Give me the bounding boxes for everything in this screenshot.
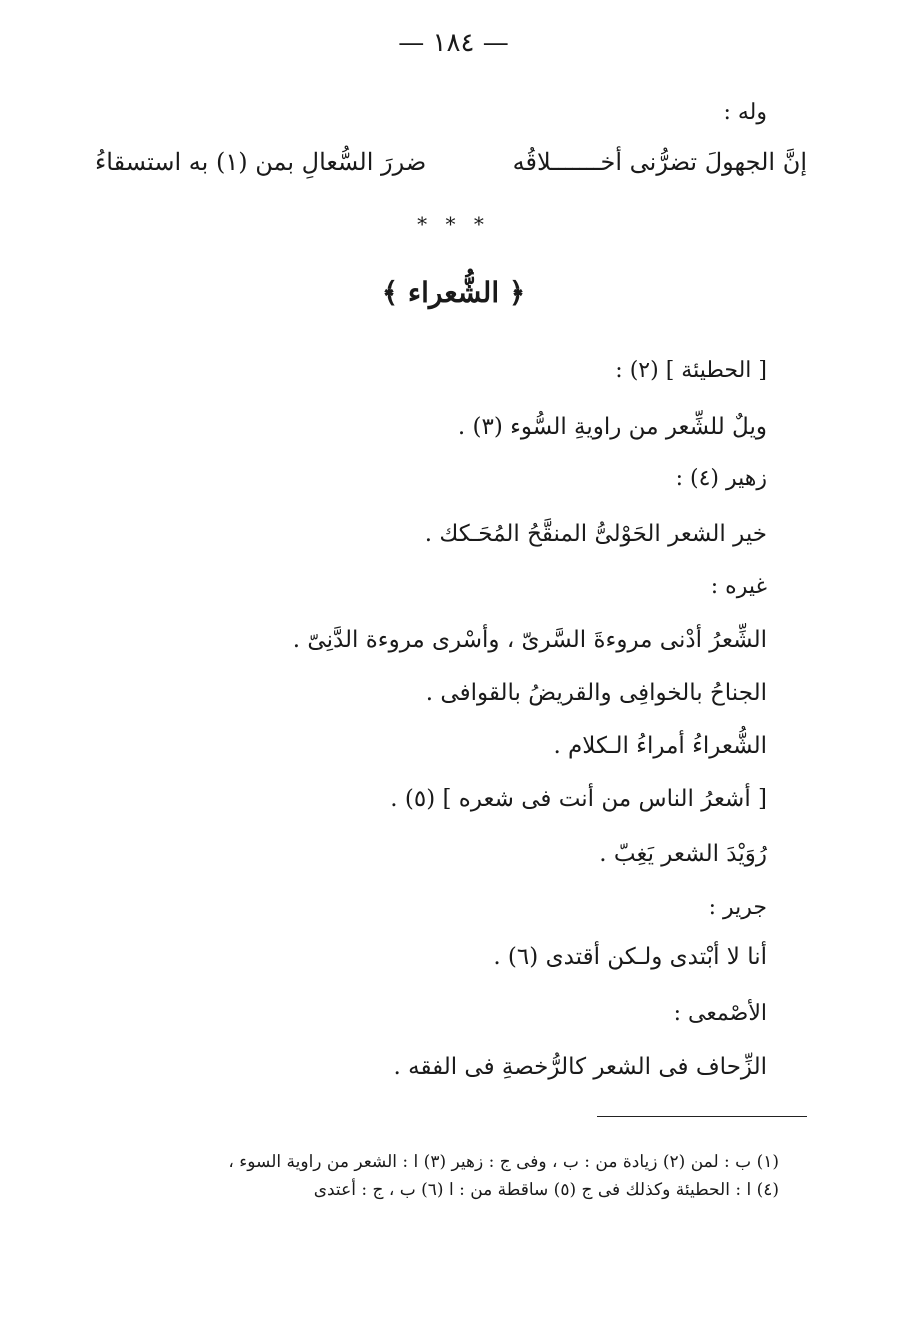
verse-hemistich-1: إنَّ الجهولَ تضرُّنى أخـــــــلاقُه (512, 148, 807, 176)
footnote-line: (٤) ا : الحطيئة وكذلك فى ج (٥) ساقطة من : ا (٦) ب ، ج : أعتدى (313, 1180, 779, 1200)
entry-line: ويلٌ للشِّعر من راويةِ السُّوء (٣) . (457, 414, 767, 440)
entry-line: الزِّحاف فى الشعر كالرُّخصةِ فى الفقه . (393, 1054, 767, 1080)
footnote-line: (١) ب : لمن (٢) زيادة من : ب ، وفى ج : زهير (٣) ا : الشعر من راوية السوء ، (228, 1152, 779, 1172)
entry-line: أنا لا أبْتدى ولـكن أقتدى (٦) . (493, 944, 767, 970)
entry-label: زهير (٤) : (675, 466, 767, 491)
entry-line: [ أشعرُ الناس من أنت فى شعره ] (٥) . (390, 786, 767, 812)
entry-line: الشُّعراءُ أمراءُ الـكلام . (553, 733, 767, 759)
section-title: ﴿ الشُّعراء ﴾ (381, 276, 526, 309)
entry-label: الأصْمعى : (673, 1001, 767, 1026)
entry-label: غيره : (710, 574, 767, 599)
entry-line: الشِّعرُ أدْنى مروءةَ السَّرىّ ، وأسْرى مروءة الدَّنِىّ . (292, 627, 767, 653)
entry-label: جرير : (708, 895, 767, 920)
intro-label: وله : (723, 100, 767, 125)
entry-label: [ الحطيئة ] (٢) : (615, 358, 767, 383)
footnote-divider (597, 1116, 807, 1117)
section-separator: * * * (417, 212, 490, 236)
entry-line: خير الشعر الحَوْلىُّ المنقَّحُ المُحَـكك . (424, 521, 767, 547)
entry-line: رُوَيْدَ الشعر يَغِبّ . (599, 841, 767, 867)
verse-hemistich-2: ضررَ السُّعالِ بمن (١) به استسقاءُ (95, 148, 427, 176)
page-number: — ١٨٤ — (398, 28, 509, 58)
entry-line: الجناحُ بالخوافِى والقريضُ بالقوافى . (425, 680, 767, 706)
